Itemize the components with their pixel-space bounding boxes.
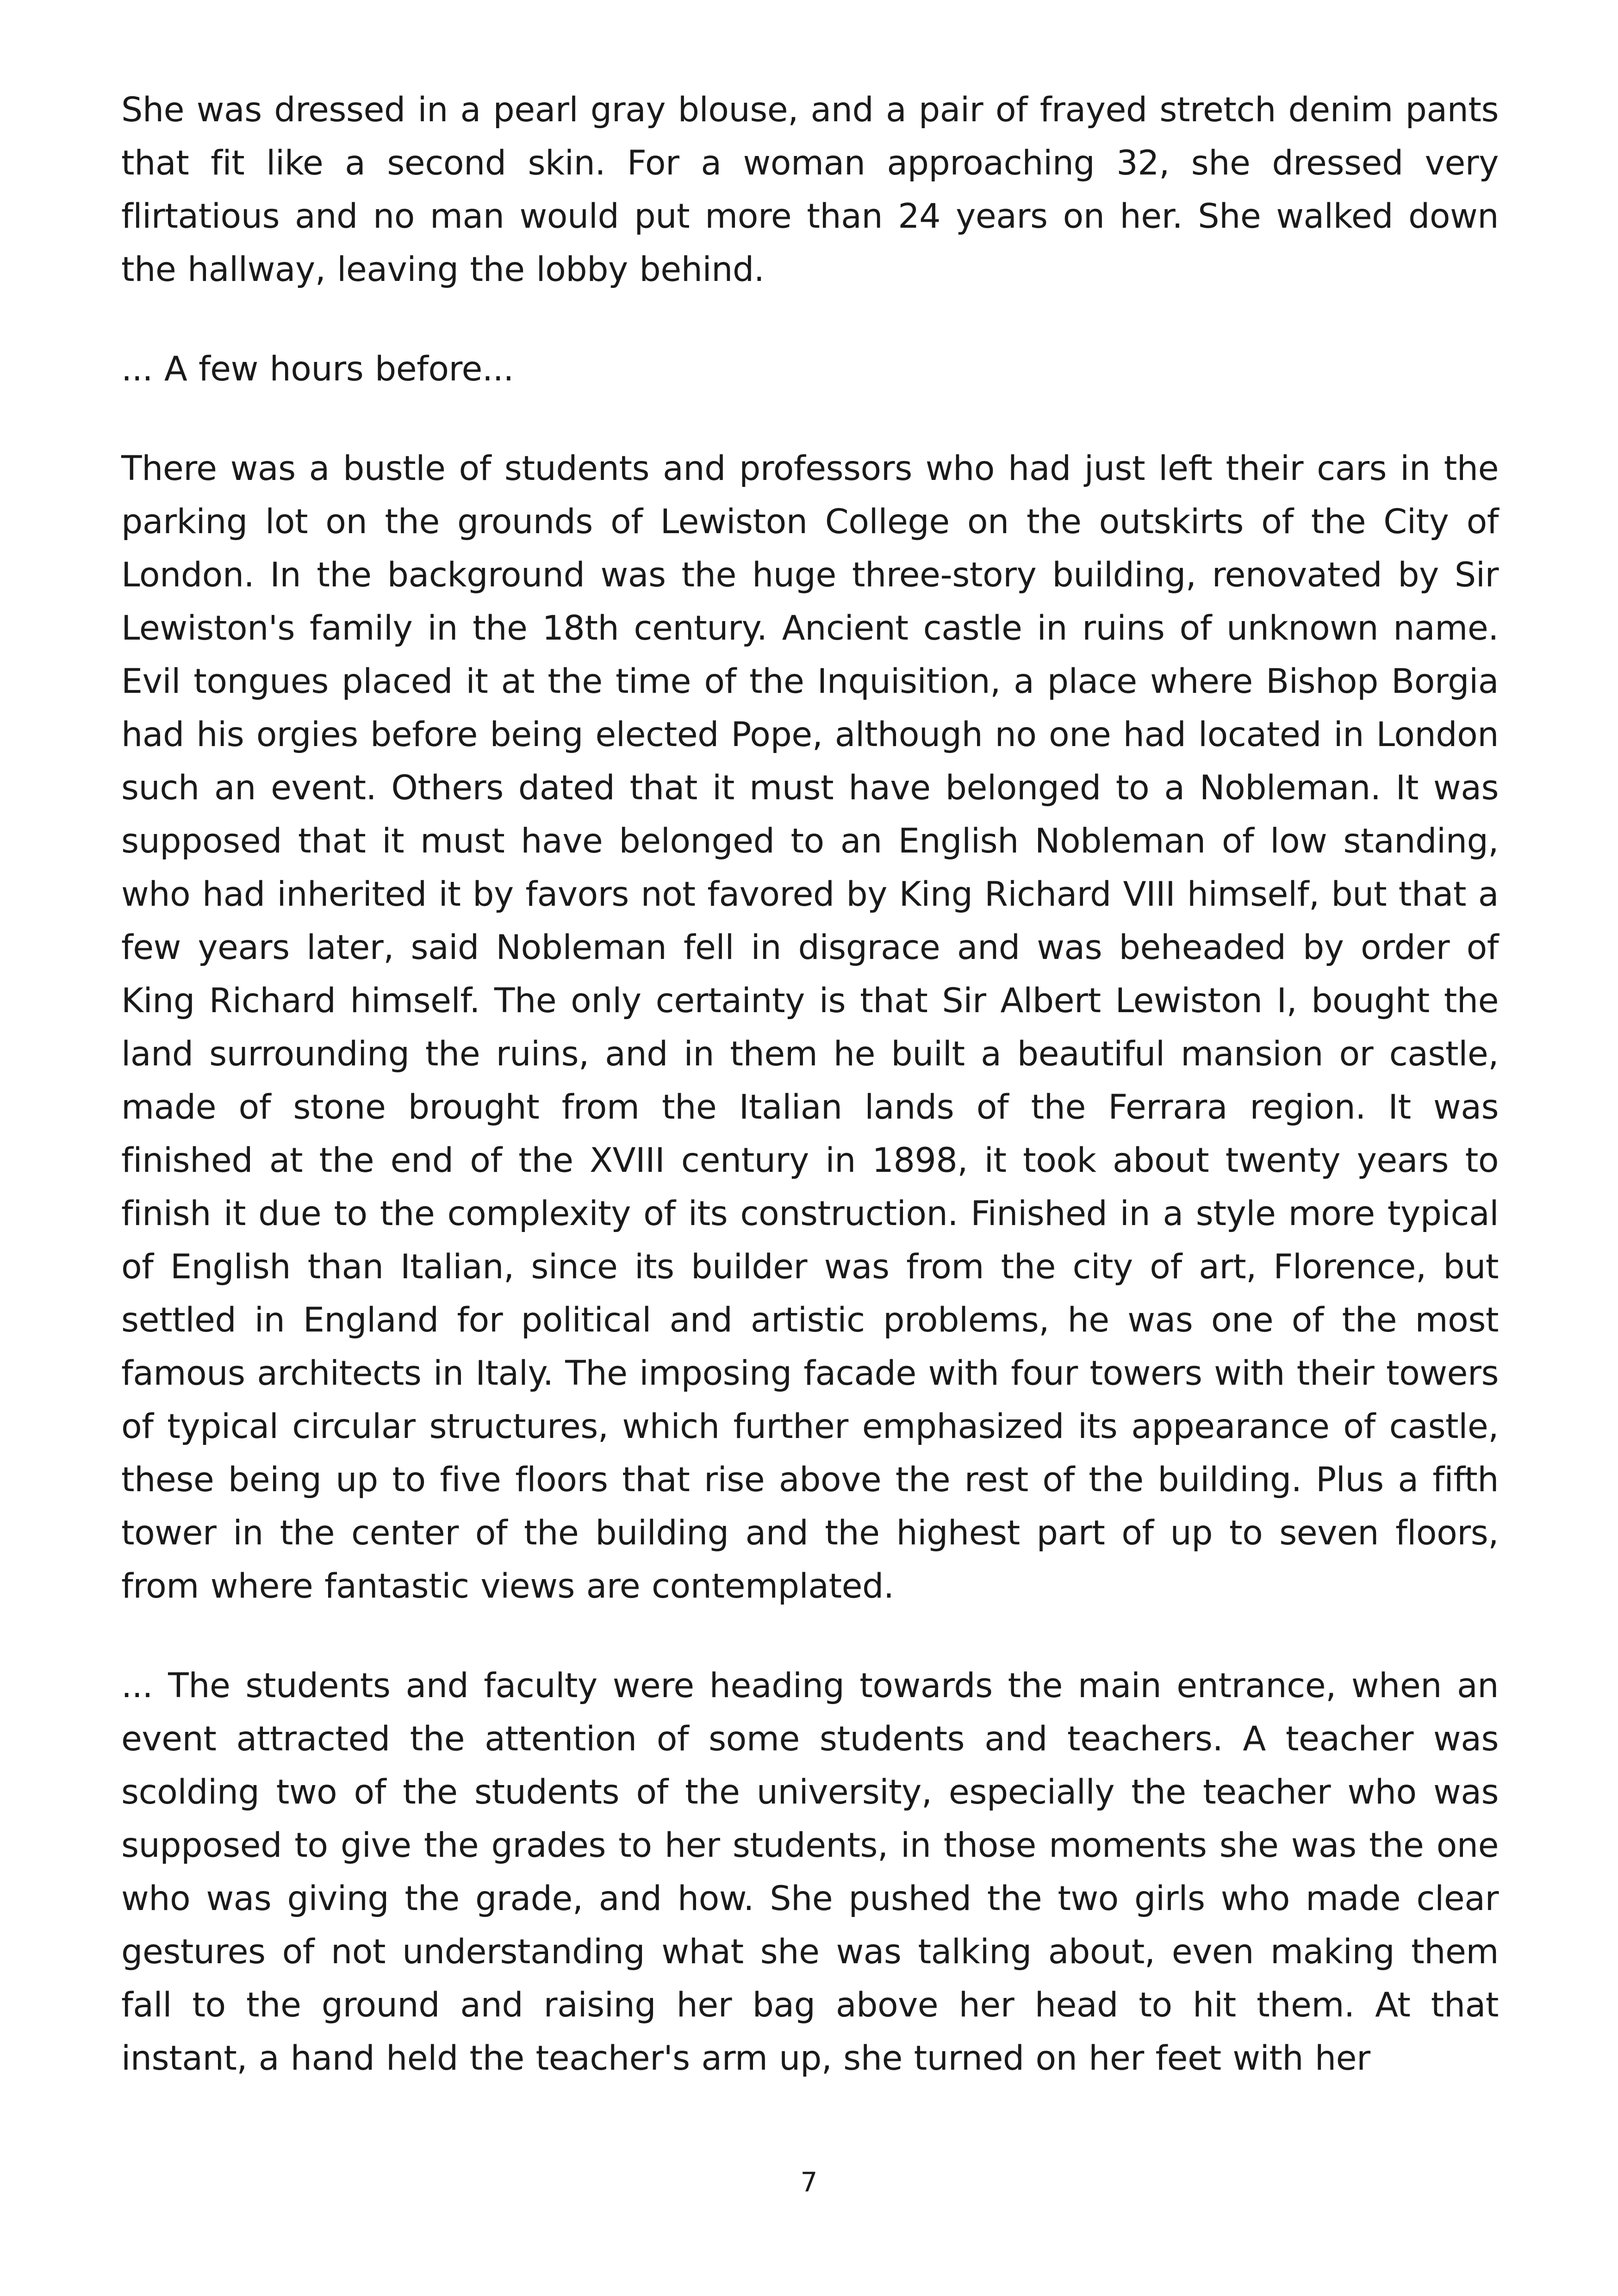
paragraph-description: She was dressed in a pearl gray blouse, and a pair of frayed stretch denim pants that fit like a second skin. For a woman approaching 32, she dressed very flirtatious and no man would put more than 24 years on her. She walked down the hallway, leaving the lobby behind. [121, 90, 1499, 289]
paragraph-college-history: There was a bustle of students and professors who had just left their cars in the parking lot on the grounds of Lewiston College on the outskirts of the City of London. In the background was the huge three-story building, renovated by Sir Lewiston's family in the 18th century. Ancient castle in ruins of unknown name. Evil tongues placed it at the time of the Inquisition, a place where Bishop Borgia had his orgies before being elected Pope, although no one had located in London such an event. Others dated that it must have belonged to a Nobleman. It was supposed that it must have belonged to an English Nobleman of low standing, who had inherited it by favors not favored by King Richard VIII himself, but that a few years later, said Nobleman fell in disgrace and was beheaded by order of King Richard himself. The only certainty is that Sir Albert Lewiston I, bought the land surrounding the ruins, and in them he built a beautiful mansion or castle, made of stone brought from the Italian lands of the Ferrara region. It was finished at the end of the XVIII century in 1898, it took about twenty years to finish it due to the complexity of its construction. Finished in a style more typical of English than Italian, since its builder was from the city of art, Florence, but settled in England for political and artistic problems, he was one of the most famous architects in Italy. The imposing facade with four towers with their towers of typical circular structures, which further emphasized its appearance of castle, these being up to five floors that rise above the rest of the building. Plus a fifth tower in the center of the building and the highest part of up to seven floors, from where fantastic views are contemplated. [121, 449, 1499, 1606]
page-number: 7 [800, 2166, 818, 2198]
paragraph-entrance-event: ... The students and faculty were heading towards the main entrance, when an event attracted the attention of some students and teachers. A teacher was scolding two of the students of the university, especially the teacher who was supposed to give the grades to her students, in those moments she was the one who was giving the grade, and how. She pushed the two girls who made clear gestures of not understanding what she was talking about, even making them fall to the ground and raising her bag above her head to hit them. At that instant, a hand held the teacher's arm up, she turned on her feet with her [121, 1666, 1499, 2078]
paragraph-scene-break: ... A few hours before... [121, 349, 514, 389]
page-body [121, 83, 1499, 2131]
